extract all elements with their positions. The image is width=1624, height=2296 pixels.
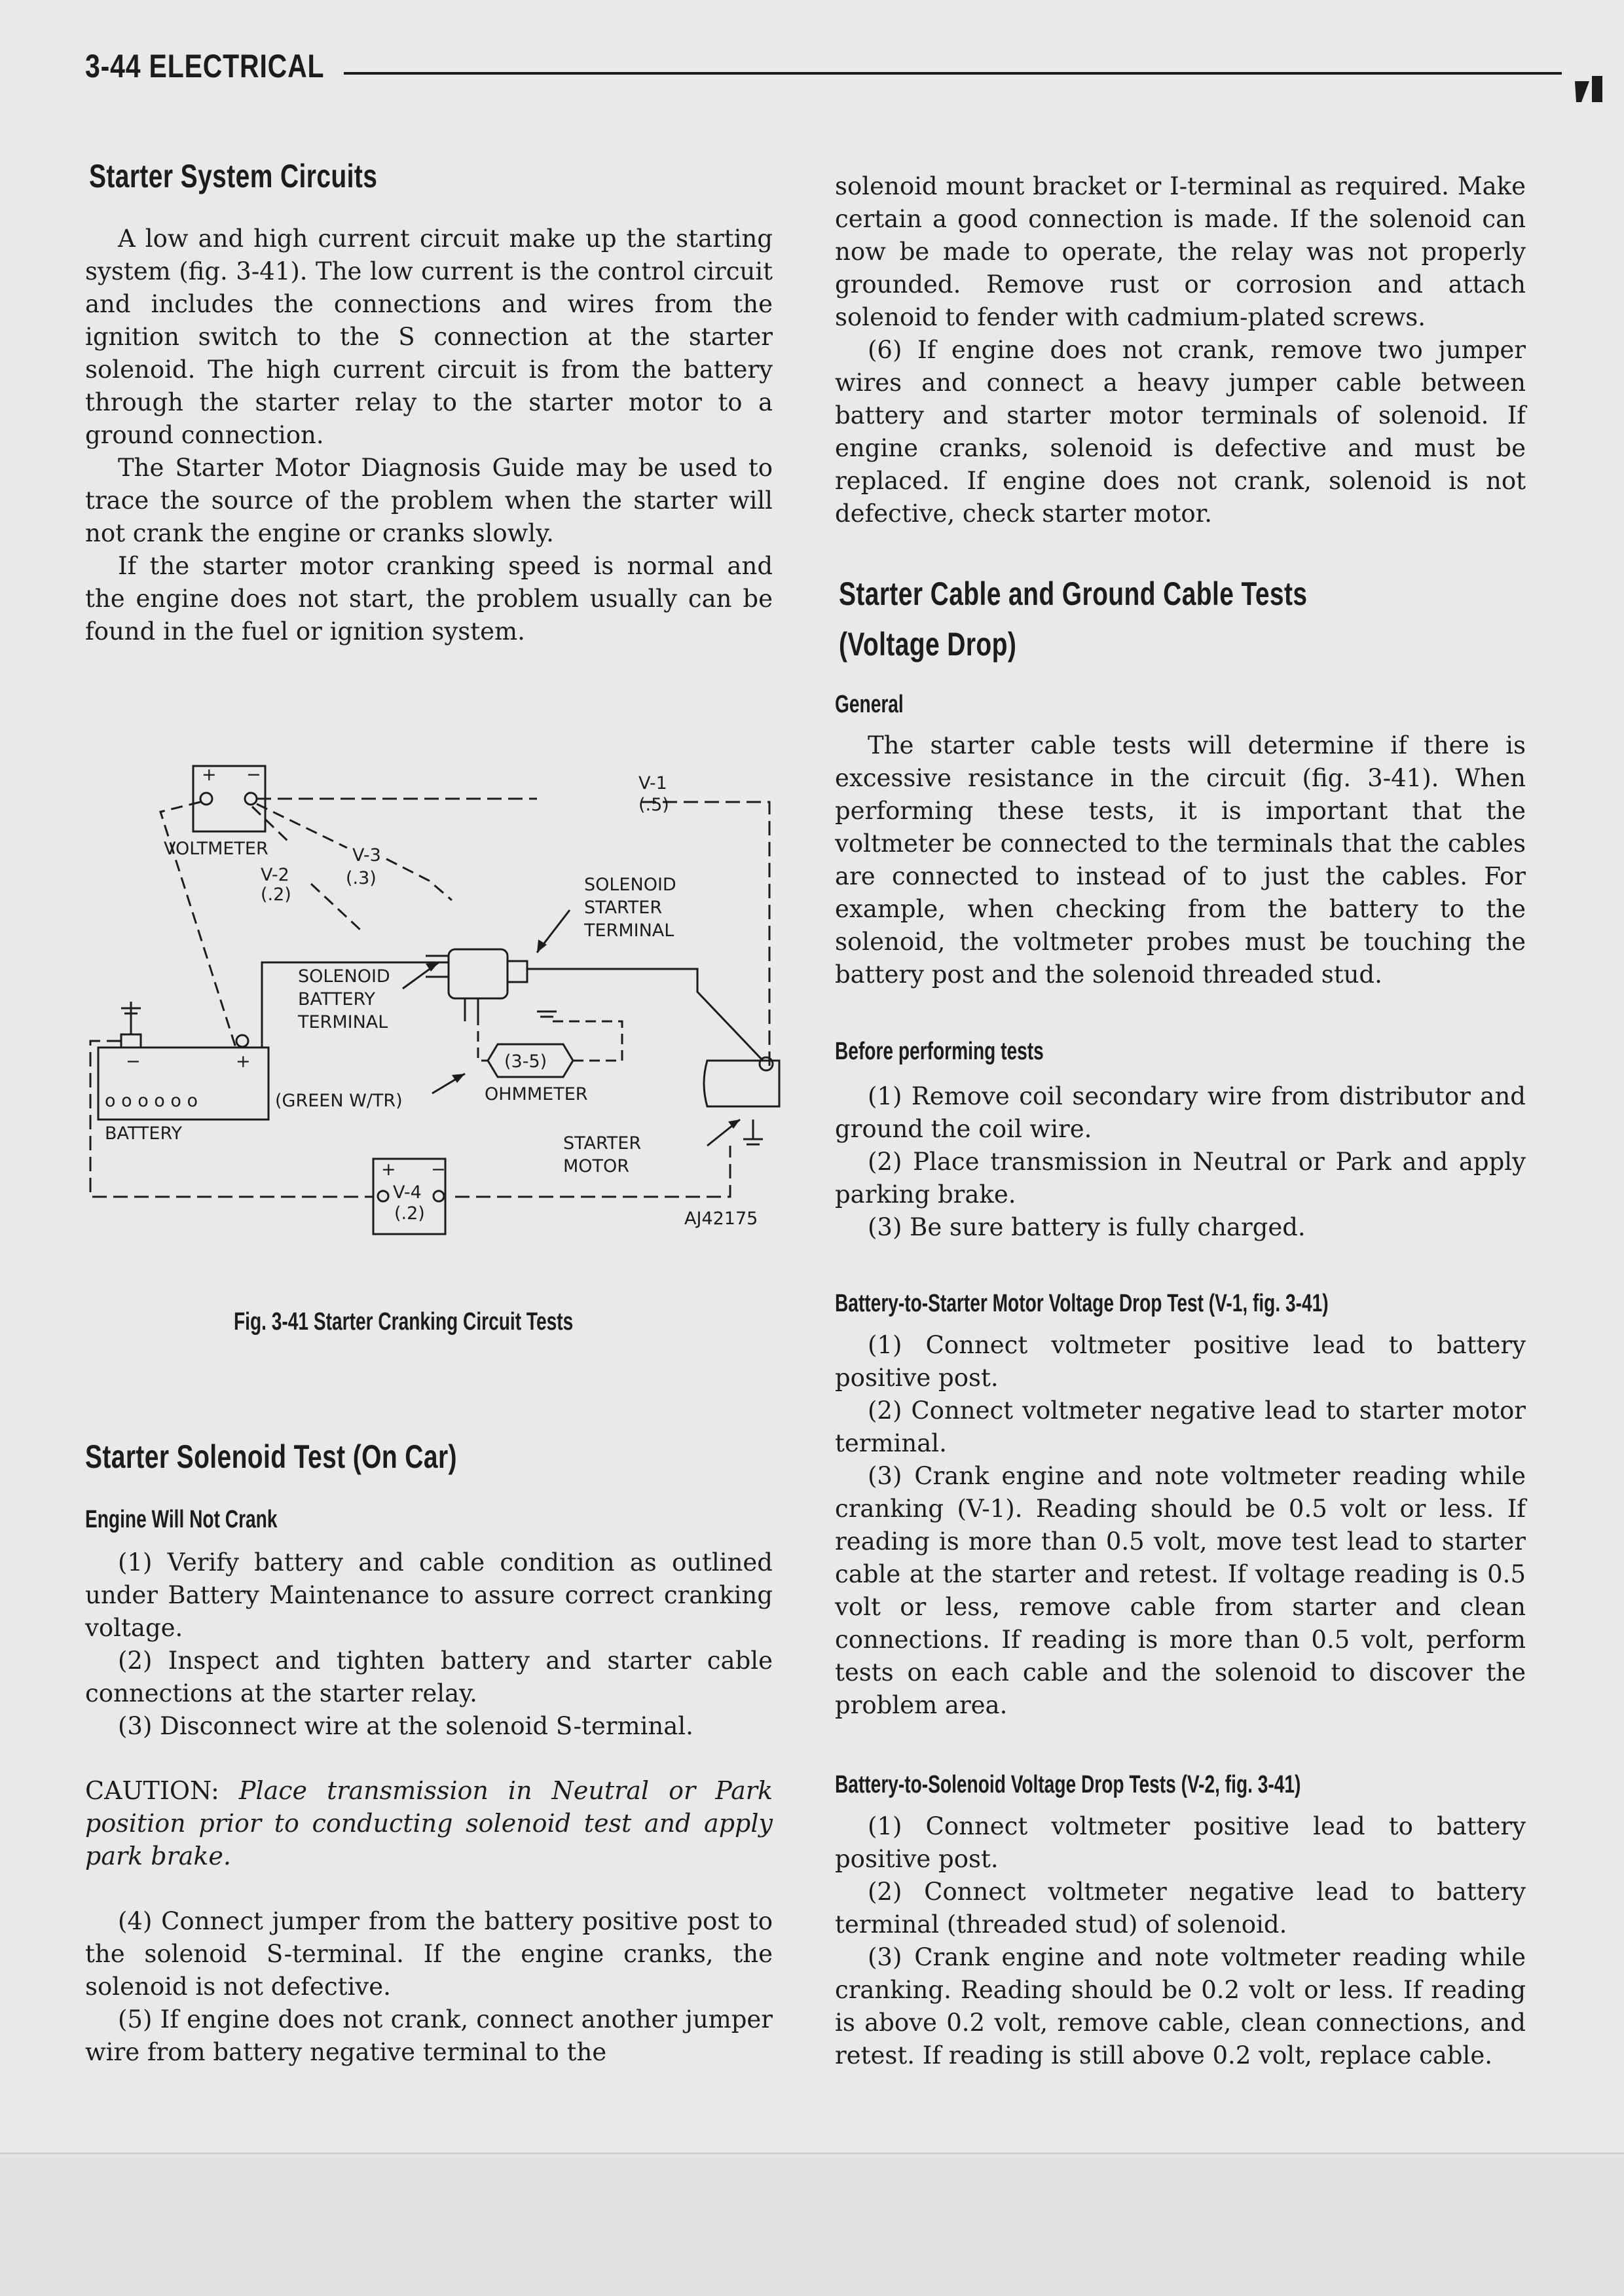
voltmeter-neg-terminal — [245, 793, 257, 805]
solenoid-starter-label-2: STARTER — [584, 898, 663, 918]
figure-code: AJ42175 — [684, 1209, 758, 1229]
v2-value: (.2) — [261, 884, 291, 905]
battery-label: BATTERY — [105, 1123, 182, 1144]
solenoid-battery-label-2: BATTERY — [298, 989, 375, 1010]
v1-step-1: (1) Connect voltmeter positive lead to battery positive post. — [835, 1331, 1526, 1392]
starter-motor-body — [704, 1061, 779, 1106]
starter-circuit-diagram — [85, 753, 792, 1250]
scan-bottom-margin — [0, 2154, 1624, 2296]
solenoid-starter-label-3: TERMINAL — [584, 920, 674, 941]
battery-minus: − — [126, 1051, 141, 1072]
before-step-1: (1) Remove coil secondary wire from distributor and ground the coil wire. — [835, 1082, 1526, 1143]
starter-system-p3: If the starter motor cranking speed is normal and the engine does not start, the problem usually can be found in the fuel or ignition system. — [85, 552, 773, 646]
v2-step-1: (1) Connect voltmeter positive lead to battery positive post. — [835, 1812, 1526, 1873]
cable-tests-heading-2: (Voltage Drop) — [839, 626, 1017, 663]
starter-motor-label-2: MOTOR — [563, 1156, 630, 1176]
page-header — [85, 47, 1542, 86]
starter-system-p2: The Starter Motor Diagnosis Guide may be used to trace the source of the problem when the starter will not crank the engine or cranks slowly. — [85, 454, 773, 547]
starter-cable — [527, 969, 763, 1061]
v4-minus: − — [431, 1159, 446, 1180]
battery-cells: o o o o o o — [105, 1091, 198, 1111]
v1-step-2: (2) Connect voltmeter negative lead to starter motor terminal. — [835, 1396, 1526, 1457]
v1-value: (.5) — [638, 795, 669, 815]
publisher-logo-icon — [1575, 76, 1604, 102]
solenoid-battery-label-1: SOLENOID — [298, 966, 390, 987]
solenoid-step-6: (6) If engine does not crank, remove two jumper wires and connect a heavy jumper cable between battery and starter motor terminals of solenoid. If engine cranks, solenoid is defective and must be replaced. If engine does not crank, solenoid is not defective, check starter motor. — [835, 336, 1526, 528]
battery-pos-post — [236, 1035, 248, 1047]
header-rule — [344, 72, 1562, 75]
v4-plus: + — [381, 1159, 396, 1180]
starter-system-p1: A low and high current circuit make up the starting system (fig. 3-41). The low current is the control circuit and includes the connections and wires from the ignition switch to the S connection at the starter solenoid. The high current circuit is from the battery through the starter relay to the starter motor to a ground connection. — [85, 225, 773, 449]
general-paragraph: The starter cable tests will determine if there is excessive resistance in the circuit (fig. 3-41). When performing these tests, it is important that the voltmeter be connected to the terminals that the cables are connected to instead of to just the cables. For example, when checking from the battery to the solenoid, the voltmeter probes must be touching the battery post and the solenoid threaded stud. — [835, 731, 1526, 989]
engine-will-not-crank-heading: Engine Will Not Crank — [85, 1506, 278, 1533]
solenoid-step-4: (4) Connect jumper from the battery positive post to the solenoid S-terminal. If the engine cranks, the solenoid is not defective. — [85, 1907, 773, 2001]
ohmmeter-leads — [478, 1015, 622, 1061]
general-heading: General — [835, 691, 904, 718]
v2-step-3: (3) Crank engine and note voltmeter reading while cranking. Reading should be 0.2 volt or less. If reading is above 0.2 volt, remove cable, clean connections, and retest. If reading is still above 0.2 volt, replace cable. — [835, 1943, 1526, 2069]
solenoid-battery-label-3: TERMINAL — [298, 1012, 388, 1032]
before-performing-heading: Before performing tests — [835, 1038, 1044, 1065]
solenoid-step-5: (5) If engine does not crank, connect another jumper wire from battery negative terminal to the — [85, 2005, 773, 2066]
voltmeter-minus: − — [246, 765, 261, 785]
v1-test-heading: Battery-to-Starter Motor Voltage Drop Test (V-1, fig. 3-41) — [835, 1290, 1329, 1317]
battery-plus: + — [236, 1051, 251, 1072]
before-step-3: (3) Be sure battery is fully charged. — [868, 1213, 1306, 1241]
voltmeter-pos-terminal — [200, 793, 212, 805]
page-label: 3-44 ELECTRICAL — [85, 48, 325, 84]
caution-text: Place transmission in Neutral or Park position prior to conducting solenoid test and apply park brake. — [85, 1776, 773, 1870]
starter-terminal — [760, 1057, 773, 1070]
solenoid-starter-label-1: SOLENOID — [584, 875, 676, 895]
starter-system-heading: Starter System Circuits — [89, 158, 378, 194]
ohmmeter-value: (3-5) — [504, 1051, 547, 1072]
solenoid-step-2: (2) Inspect and tighten battery and starter cable connections at the starter relay. — [85, 1647, 773, 1707]
v2-test-heading: Battery-to-Solenoid Voltage Drop Tests (V-2, fig. 3-41) — [835, 1771, 1301, 1798]
voltmeter-plus: + — [202, 765, 217, 785]
figure-caption: Fig. 3-41 Starter Cranking Circuit Tests — [234, 1308, 574, 1336]
green-wire-label: (GREEN W/TR) — [275, 1091, 403, 1111]
v4-label: V-4 — [393, 1182, 422, 1203]
v3-label: V-3 — [352, 845, 381, 866]
v2-label: V-2 — [261, 865, 289, 885]
v4-value: (.2) — [394, 1203, 425, 1224]
continued-paragraph: solenoid mount bracket or I-terminal as required. Make certain a good connection is made. If the solenoid can now be made to operate, the relay was not properly grounded. Remove rust or corrosion and attach solenoid to fender with cadmium-plated screws. — [835, 172, 1526, 331]
caution-label: CAUTION: — [85, 1776, 219, 1805]
v2-step-2: (2) Connect voltmeter negative lead to battery terminal (threaded stud) of solenoid. — [835, 1878, 1526, 1939]
cable-tests-heading-1: Starter Cable and Ground Cable Tests — [839, 575, 1308, 612]
v1-step-3: (3) Crank engine and note voltmeter reading while cranking (V-1). Reading should be 0.5 volt or less. If reading is more than 0.5 volt, move test lead to starter cable at the starter and retest. If voltage reading is 0.5 volt or less, remove cable from starter and clean connections. If reading is more than 0.5 volt, perform tests on each cable and the solenoid to discover the problem area. — [835, 1462, 1526, 1719]
solenoid-body — [449, 949, 507, 998]
solenoid-step-1: (1) Verify battery and cable condition as outlined under Battery Maintenance to assure correct cranking voltage. — [85, 1548, 773, 1642]
caution-note — [85, 1774, 773, 1872]
solenoid-cap — [507, 961, 527, 982]
solenoid-step-3: (3) Disconnect wire at the solenoid S-terminal. — [118, 1712, 693, 1740]
voltmeter-label: VOLTMETER — [164, 839, 268, 859]
v3-value: (.3) — [346, 868, 377, 888]
ohmmeter-label: OHMMETER — [485, 1084, 588, 1104]
v1-label: V-1 — [638, 773, 667, 793]
starter-motor-label-1: STARTER — [563, 1133, 642, 1154]
before-step-2: (2) Place transmission in Neutral or Park and apply parking brake. — [835, 1148, 1526, 1209]
battery-neg-post — [121, 1034, 141, 1048]
solenoid-test-heading: Starter Solenoid Test (On Car) — [85, 1438, 457, 1475]
